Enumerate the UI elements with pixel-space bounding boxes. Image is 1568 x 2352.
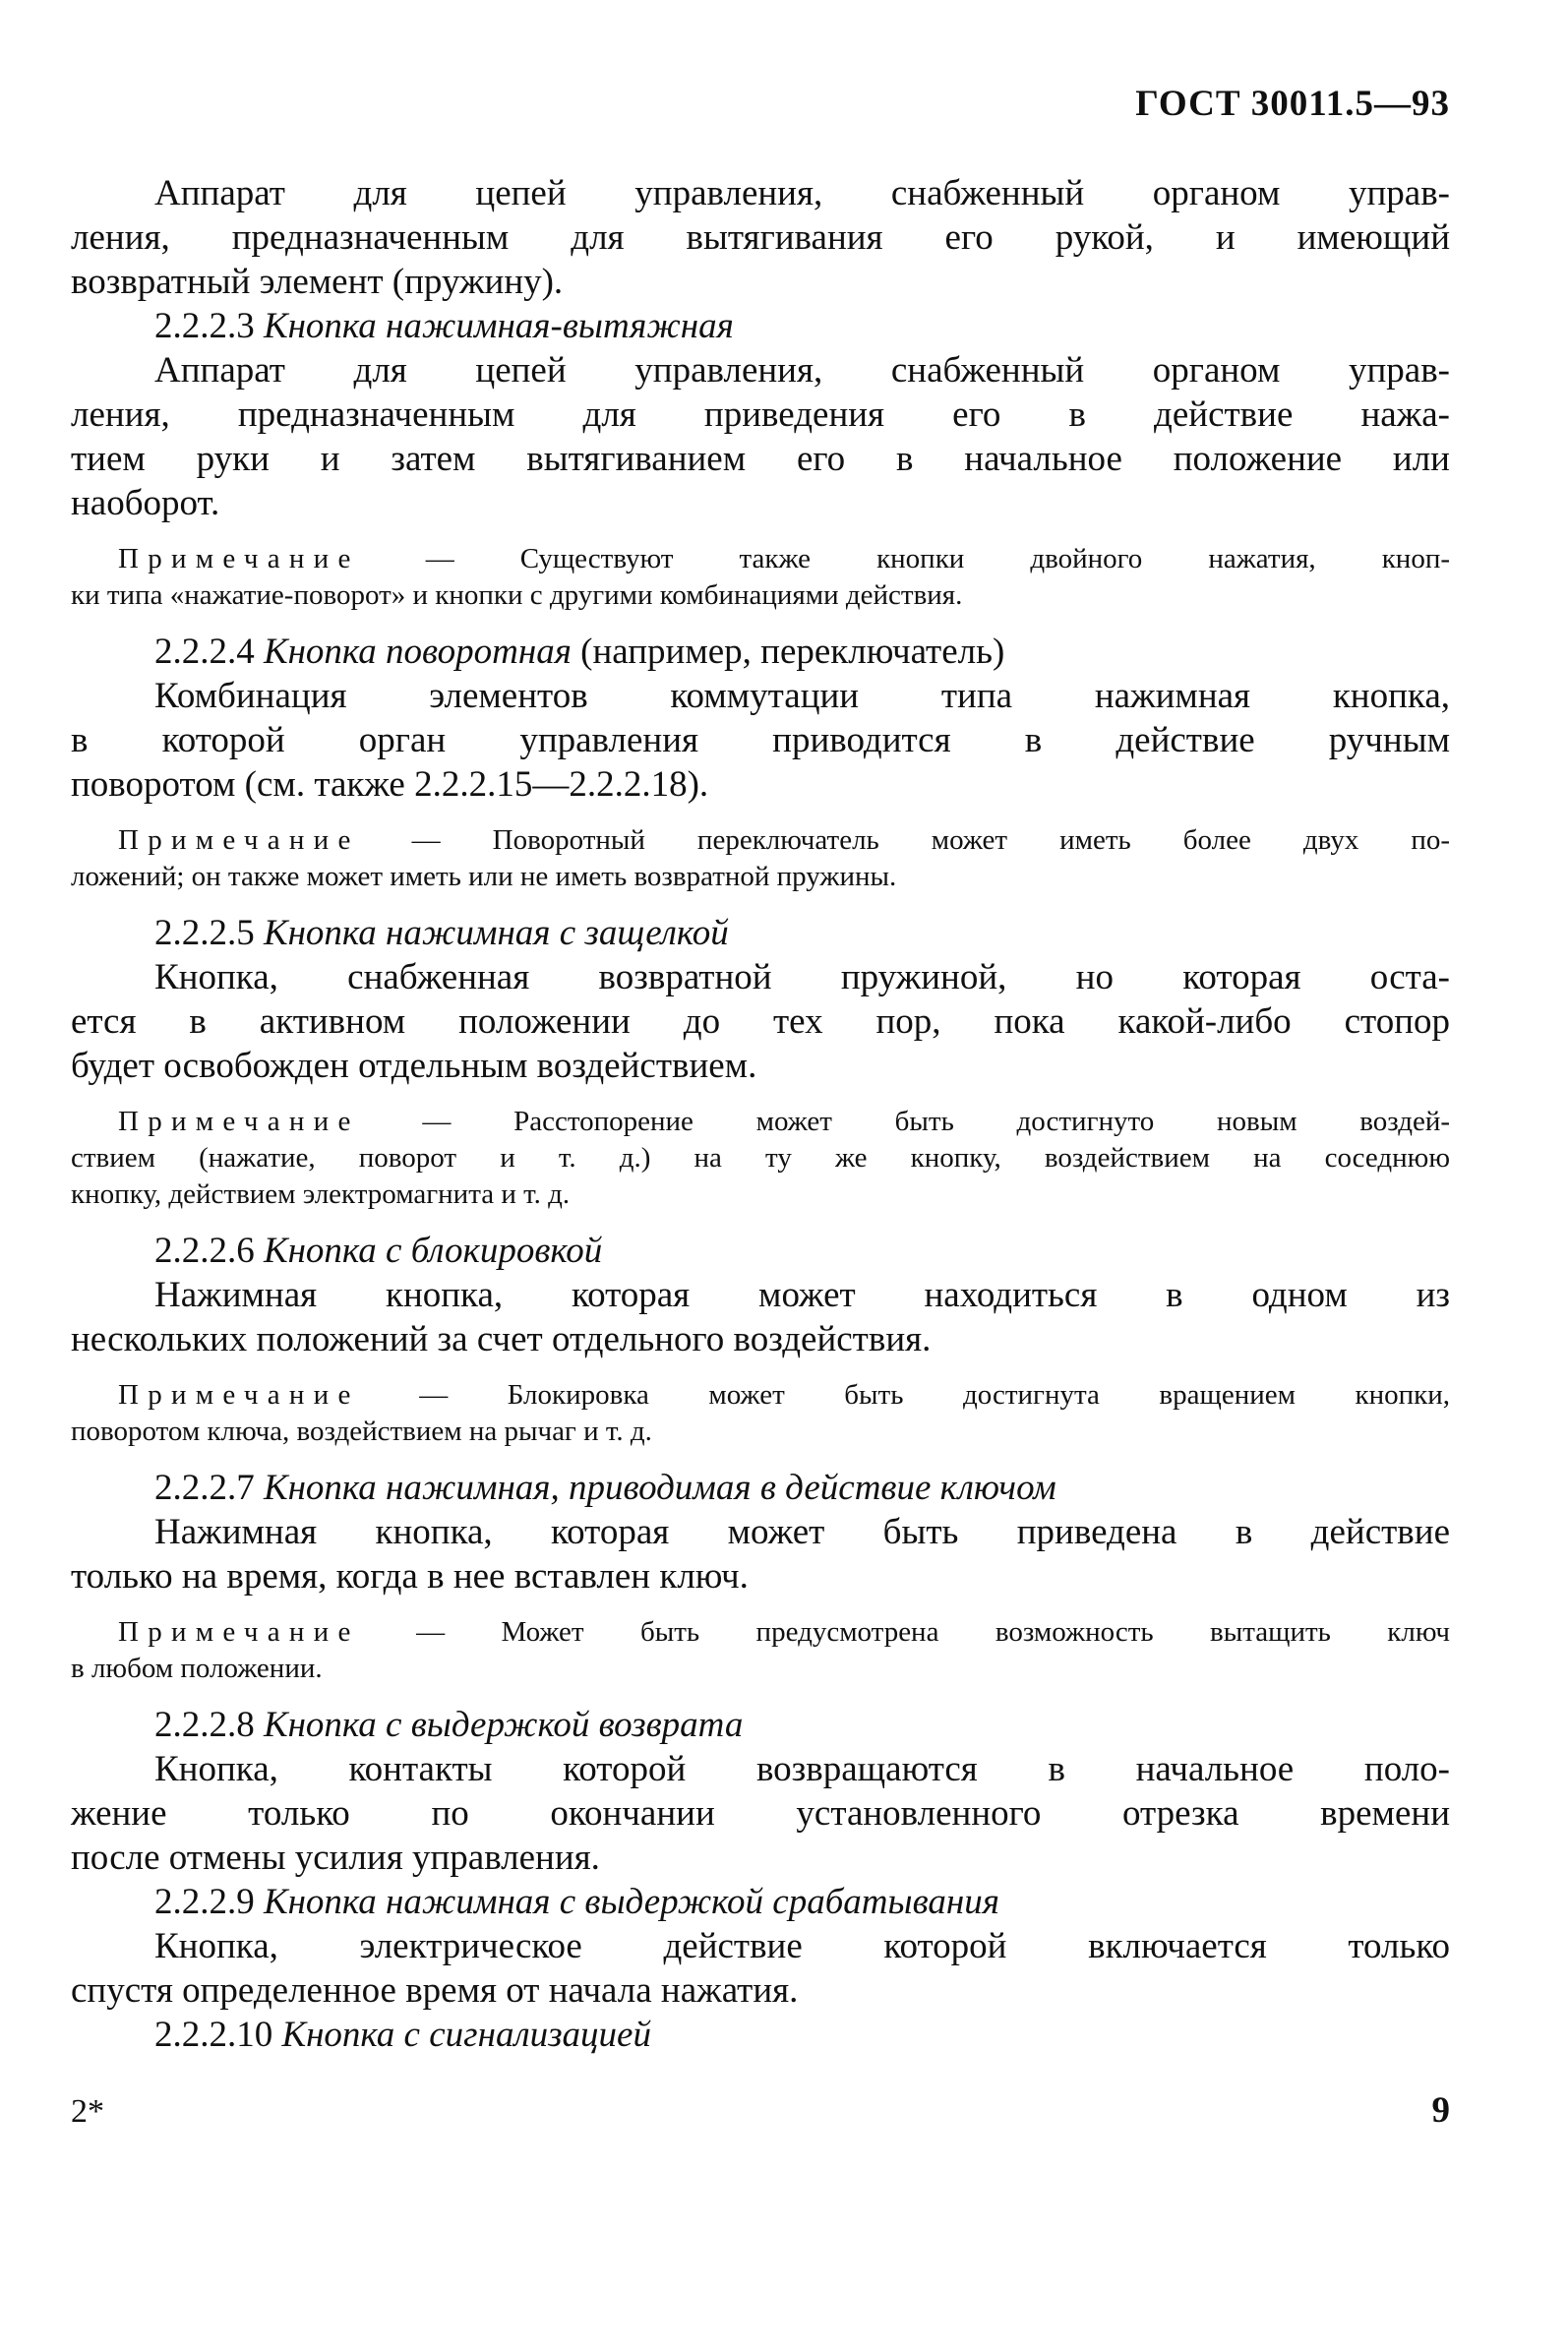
- clause-suffix: (например, переключатель): [571, 632, 1005, 672]
- note-text: — Поворотный переключатель может иметь более двух по-: [411, 824, 1450, 856]
- clause-heading: [71, 304, 1450, 348]
- clause-number: 2.2.2.9: [154, 1882, 255, 1922]
- clause-number: 2.2.2.6: [154, 1231, 255, 1271]
- note: [71, 822, 1450, 895]
- paragraph-line: тием руки и затем вытягиванием его в начальное положение или: [71, 439, 1450, 479]
- paragraph-line: поворотом (см. также 2.2.2.15—2.2.2.18).: [71, 764, 709, 805]
- paragraph-line: в которой орган управления приводится в действие ручным: [71, 720, 1450, 760]
- paragraph: [71, 348, 1450, 525]
- paragraph-line: возвратный элемент (пружину).: [71, 262, 564, 302]
- paragraph-line: после отмены усилия управления.: [71, 1838, 600, 1878]
- note-text: — Расстопорение может быть достигнуто новым воздей-: [422, 1106, 1450, 1137]
- note: [71, 541, 1450, 614]
- page-footer: [71, 2091, 1450, 2132]
- paragraph-line: Аппарат для цепей управления, снабженный органом управ-: [154, 350, 1450, 391]
- note-line: в любом положении.: [71, 1653, 323, 1684]
- paragraph: [71, 1924, 1450, 2013]
- clause-term: Кнопка с сигнализацией: [281, 2015, 651, 2055]
- clause-number: 2.2.2.8: [154, 1705, 255, 1745]
- clause-number: 2.2.2.5: [154, 913, 255, 953]
- clause-heading: [71, 1703, 1450, 1747]
- paragraph-line: ления, предназначенным для приведения его в действие нажа-: [71, 394, 1450, 435]
- paragraph: [71, 674, 1450, 807]
- paragraph: [71, 955, 1450, 1088]
- paragraph-line: спустя определенное время от начала нажатия.: [71, 1970, 799, 2011]
- clause-term: Кнопка нажимная-вытяжная: [264, 306, 734, 346]
- paragraph-line: ления, предназначенным для вытягивания его рукой, и имеющий: [71, 217, 1450, 258]
- note-label: Примечание: [118, 1616, 360, 1648]
- paragraph-line: Комбинация элементов коммутации типа нажимная кнопка,: [154, 676, 1450, 716]
- paragraph: [71, 1273, 1450, 1361]
- note-line: ки типа «нажатие-поворот» и кнопки с другими комбинациями действия.: [71, 579, 963, 611]
- clause-heading: [71, 911, 1450, 955]
- paragraph-line: ется в активном положении до тех пор, пока какой-либо стопор: [71, 1001, 1450, 1042]
- clause-number: 2.2.2.3: [154, 306, 255, 346]
- note: [71, 1614, 1450, 1687]
- signature-mark: 2*: [71, 2093, 104, 2130]
- note-line: [71, 1377, 1450, 1414]
- clause-heading: [71, 1229, 1450, 1273]
- note-label: Примечание: [118, 1106, 360, 1137]
- paragraph-line: жение только по окончании установленного отрезка времени: [71, 1793, 1450, 1834]
- clause-number: 2.2.2.7: [154, 1468, 255, 1508]
- note-text: — Существуют также кнопки двойного нажатия, кноп-: [425, 543, 1451, 574]
- note-text: — Блокировка может быть достигнута вращением кнопки,: [419, 1379, 1451, 1411]
- clause-term: Кнопка нажимная с защелкой: [264, 913, 729, 953]
- paragraph-line: Кнопка, снабженная возвратной пружиной, но которая оста-: [154, 957, 1450, 997]
- clause-term: Кнопка поворотная: [264, 632, 572, 672]
- note-label: Примечание: [118, 824, 360, 856]
- clause-heading: [71, 1466, 1450, 1510]
- note-label: Примечание: [118, 543, 360, 574]
- note-line: поворотом ключа, воздействием на рычаг и т. д.: [71, 1416, 652, 1447]
- note-line: [71, 822, 1450, 859]
- note-text: — Может быть предусмотрена возможность вытащить ключ: [416, 1616, 1450, 1648]
- note-line: кнопку, действием электромагнита и т. д.: [71, 1178, 571, 1210]
- note-label: Примечание: [118, 1379, 360, 1411]
- note-line: ствием (нажатие, поворот и т. д.) на ту же кнопку, воздействием на соседнюю: [71, 1142, 1450, 1174]
- doc-number: ГОСТ 30011.5—93: [1135, 84, 1450, 124]
- clause-term: Кнопка с блокировкой: [264, 1231, 603, 1271]
- paragraph-line: Аппарат для цепей управления, снабженный органом управ-: [154, 173, 1450, 213]
- note: [71, 1104, 1450, 1213]
- note-line: [71, 541, 1450, 577]
- clause-term: Кнопка с выдержкой возврата: [264, 1705, 744, 1745]
- clause-heading: [71, 2013, 1450, 2057]
- paragraph-line: Кнопка, электрическое действие которой включается только: [154, 1926, 1450, 1966]
- clause-term: Кнопка нажимная, приводимая в действие ключом: [264, 1468, 1056, 1508]
- clause-heading: [71, 630, 1450, 674]
- clause-heading: [71, 1880, 1450, 1924]
- paragraph-line: Кнопка, контакты которой возвращаются в начальное поло-: [154, 1749, 1450, 1789]
- paragraph-line: только на время, когда в нее вставлен ключ.: [71, 1556, 749, 1597]
- note-line: [71, 1614, 1450, 1651]
- note-line: ложений; он также может иметь или не иметь возвратной пружины.: [71, 861, 897, 892]
- clause-number: 2.2.2.4: [154, 632, 255, 672]
- clause-term: Кнопка нажимная с выдержкой срабатывания: [264, 1882, 999, 1922]
- paragraph-line: будет освобожден отдельным воздействием.: [71, 1046, 757, 1086]
- paragraph: [71, 1510, 1450, 1598]
- page-number: 9: [1431, 2090, 1450, 2131]
- paragraph-line: Нажимная кнопка, которая может быть приведена в действие: [154, 1512, 1450, 1552]
- note: [71, 1377, 1450, 1450]
- note-line: [71, 1104, 1450, 1140]
- paragraph: [71, 1747, 1450, 1880]
- paragraph-line: наоборот.: [71, 483, 220, 523]
- paragraph-line: нескольких положений за счет отдельного воздействия.: [71, 1319, 932, 1359]
- document-body: [71, 171, 1450, 2057]
- clause-number: 2.2.2.10: [154, 2015, 273, 2055]
- paragraph-line: Нажимная кнопка, которая может находиться в одном из: [154, 1275, 1450, 1315]
- paragraph: [71, 171, 1450, 304]
